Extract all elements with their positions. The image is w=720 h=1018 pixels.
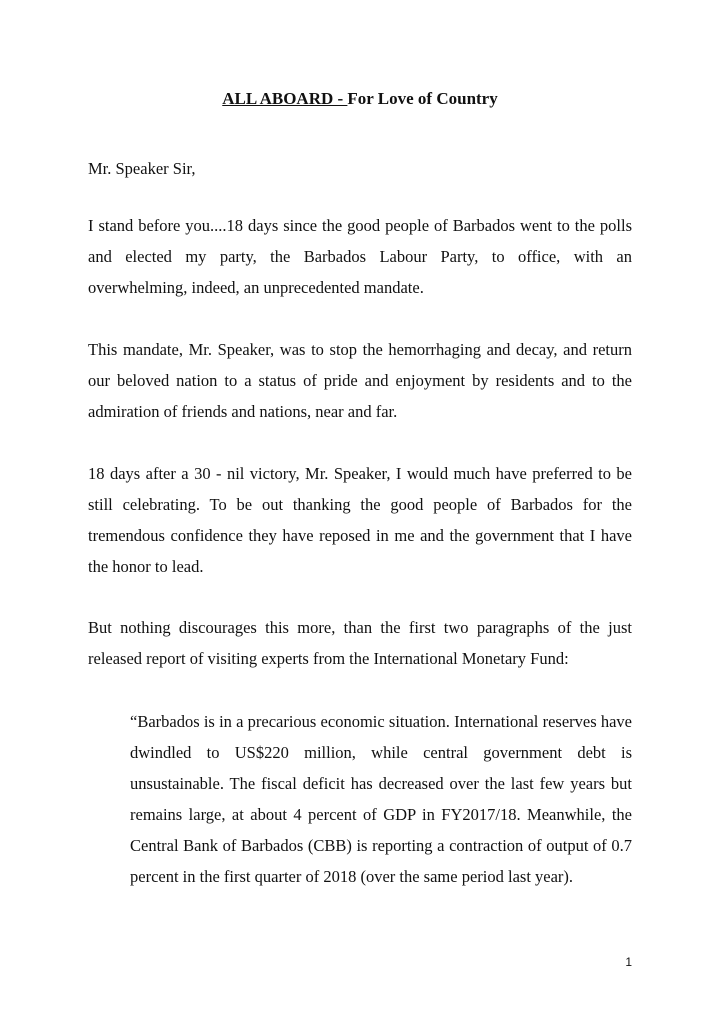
title-rest: For Love of Country: [347, 89, 498, 108]
paragraph-3: 18 days after a 30 - nil victory, Mr. Speaker, I would much have preferred to be still celebrating. To be out thanking the good people of Barbados for the tremendous confidence they have reposed in me and the government that I have the honor to lead.: [88, 464, 632, 576]
paragraph-2: This mandate, Mr. Speaker, was to stop the hemorrhaging and decay, and return our beloved nation to a status of pride and enjoyment by residents and to the admiration of friends and nations, near and far.: [88, 340, 632, 421]
salutation: Mr. Speaker Sir,: [88, 159, 196, 178]
document-title: [0, 87, 720, 111]
title-underlined-part: ALL ABOARD -: [222, 89, 348, 108]
paragraph-1: I stand before you....18 days since the good people of Barbados went to the polls and elected my party, the Barbados Labour Party, to office, with an overwhelming, indeed, an unprecedented mandate.: [88, 216, 632, 297]
page-number: 1: [625, 955, 632, 969]
paragraph-4: But nothing discourages this more, than the first two paragraphs of the just released report of visiting experts from the International Monetary Fund:: [88, 618, 632, 668]
imf-quote: “Barbados is in a precarious economic situation. International reserves have dwindled to US$220 million, while central government debt is unsustainable. The fiscal deficit has decreased over the last few years but remains large, at about 4 percent of GDP in FY2017/18. Meanwhile, the Central Bank of Barbados (CBB) is reporting a contraction of output of 0.7 percent in the first quarter of 2018 (over the same period last year).: [130, 712, 632, 886]
